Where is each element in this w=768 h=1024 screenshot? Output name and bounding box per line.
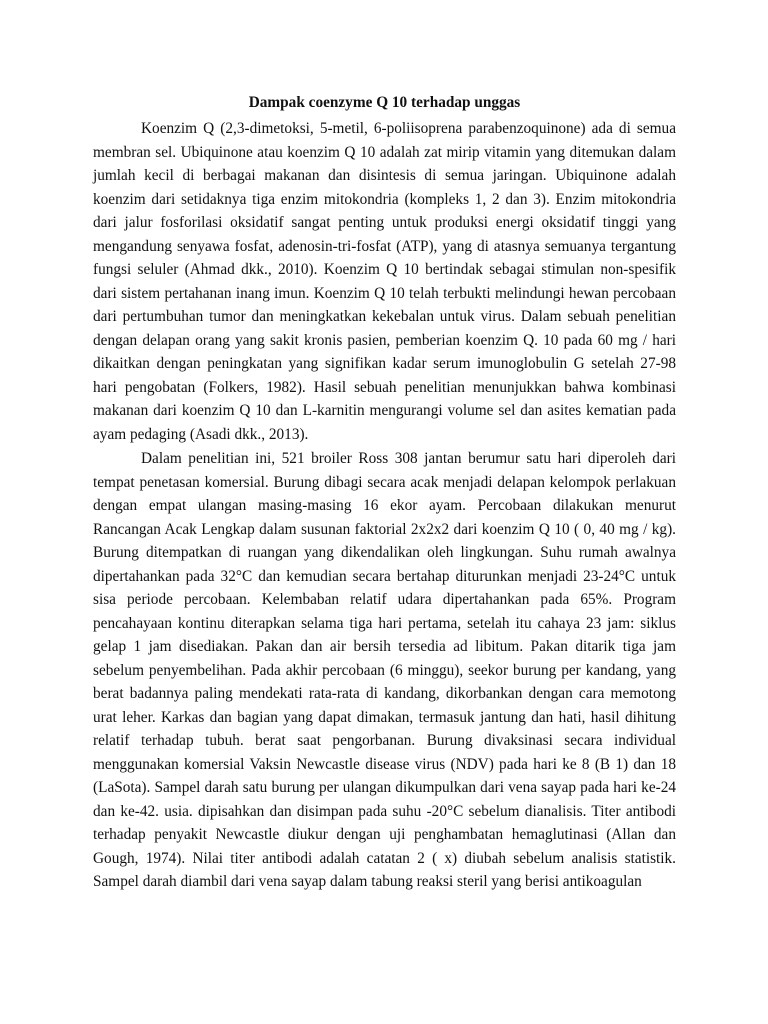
paragraph-methods: Dalam penelitian ini, 521 broiler Ross 308 jantan berumur satu hari diperoleh dari tempat penetasan komersial. Burung dibagi secara acak menjadi delapan kelompok perlakuan dengan empat ulangan masing-masing 16 ekor ayam. Percobaan dilakukan menurut Rancangan Acak Lengkap dalam susunan faktorial 2x2x2 dari koenzim Q 10 ( 0, 40 mg / kg). Burung ditempatkan di ruangan yang dikendalikan oleh lingkungan. Suhu rumah awalnya dipertahankan pada 32°C dan kemudian secara bertahap diturunkan menjadi 23-24°C untuk sisa periode percobaan. Kelembaban relatif udara dipertahankan pada 65%. Program pencahayaan kontinu diterapkan selama tiga hari pertama, setelah itu cahaya 23 jam: siklus gelap 1 jam disediakan. Pakan dan air bersih tersedia ad libitum. Pakan ditarik tiga jam sebelum penyembelihan. Pada akhir percobaan (6 minggu), seekor burung per kandang, yang berat badannya paling mendekati rata-rata di kandang, dikorbankan dengan cara memotong urat leher. Karkas dan bagian yang dapat dimakan, termasuk jantung dan hati, hasil dihitung relatif terhadap tubuh. berat saat pengorbanan. Burung divaksinasi secara individual menggunakan komersial Vaksin Newcastle disease virus (NDV) pada hari ke 8 (B 1) dan 18 (LaSota). Sampel darah satu burung per ulangan dikumpulkan dari vena sayap pada hari ke-24 dan ke-42. usia. dipisahkan dan disimpan pada suhu -20°C sebelum dianalisis. Titer antibodi terhadap penyakit Newcastle diukur dengan uji penghambatan hemaglutinasi (Allan dan Gough, 1974). Nilai titer antibodi adalah catatan 2 ( x) diubah sebelum analisis statistik. Sampel darah diambil dari vena sayap dalam tabung reaksi steril yang berisi antikoagulan [93,450,676,890]
paragraph-intro: Koenzim Q (2,3-dimetoksi, 5-metil, 6-poliisoprena parabenzoquinone) ada di semua membran sel. Ubiquinone atau koenzim Q 10 adalah zat mirip vitamin yang ditemukan dalam jumlah kecil di berbagai makanan dan disintesis di semua jaringan. Ubiquinone adalah koenzim dari setidaknya tiga enzim mitokondria (kompleks 1, 2 dan 3). Enzim mitokondria dari jalur fosforilasi oksidatif sangat penting untuk produksi energi oksidatif tinggi yang mengandung senyawa fosfat, adenosin-tri-fosfat (ATP), yang di atasnya semuanya tergantung fungsi seluler (Ahmad dkk., 2010). Koenzim Q 10 bertindak sebagai stimulan non-spesifik dari sistem pertahanan inang imun. Koenzim Q 10 telah terbukti melindungi hewan percobaan dari pertumbuhan tumor dan meningkatkan kekebalan untuk virus. Dalam sebuah penelitian dengan delapan orang yang sakit kronis pasien, pemberian koenzim Q. 10 pada 60 mg / hari dikaitkan dengan peningkatan yang signifikan kadar serum imunoglobulin G setelah 27-98 hari pengobatan (Folkers, 1982). Hasil sebuah penelitian menunjukkan bahwa kombinasi makanan dari koenzim Q 10 dan L-karnitin mengurangi volume sel dan asites kematian pada ayam pedaging (Asadi dkk., 2013). [93,120,676,443]
document-title: Dampak coenzyme Q 10 terhadap unggas [248,94,521,111]
